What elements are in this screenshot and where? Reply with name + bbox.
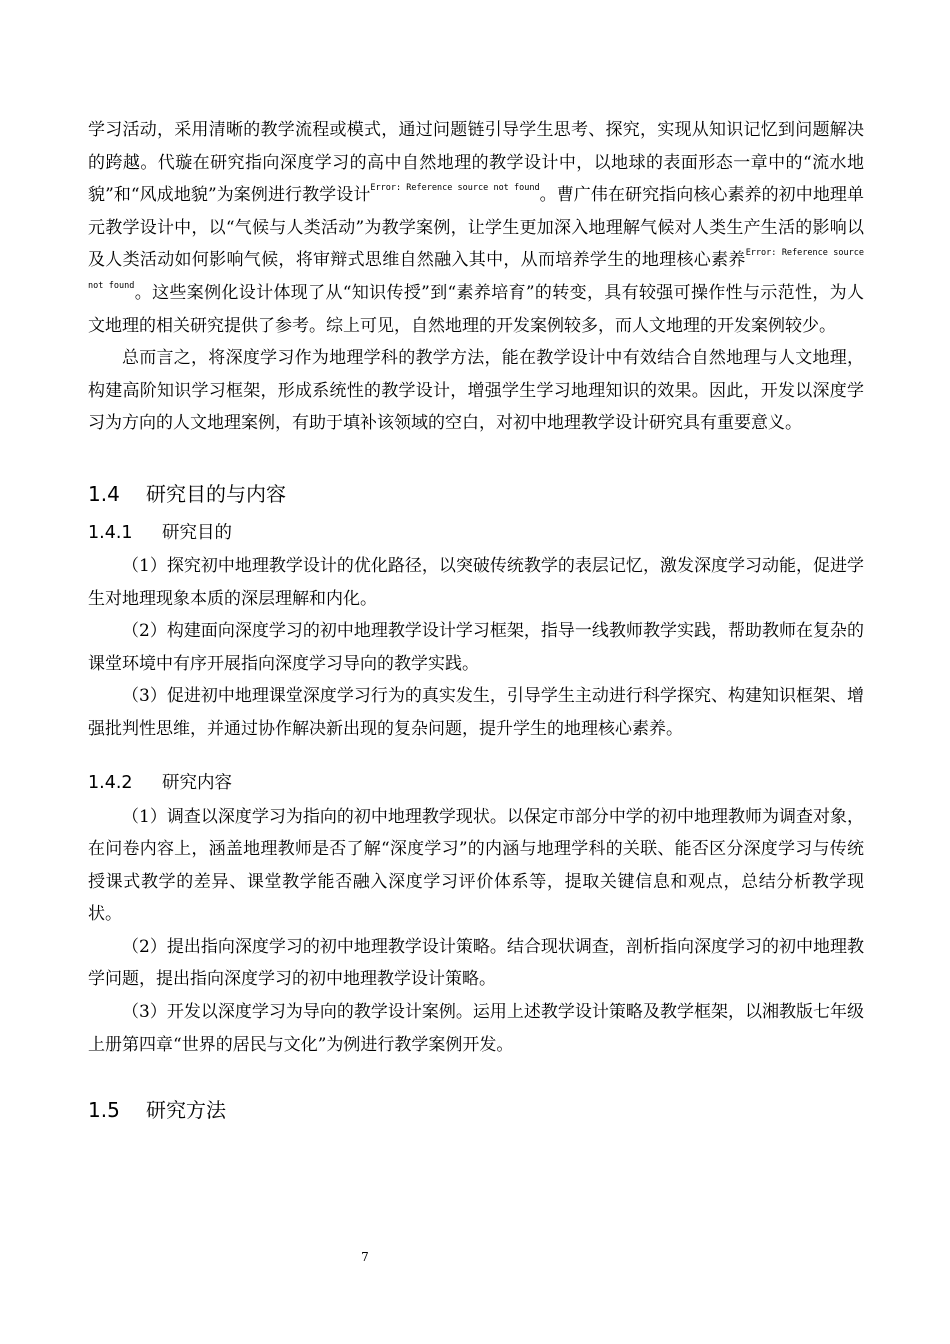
research-content-item-1: （1）调查以深度学习为指向的初中地理教学现状。以保定市部分中学的初中地理教师为调查对象，在问卷内容上，涵盖地理教师是否了解“深度学习”的内涵与地理学科的关联、能否区分深度学习与传统授课式教学的差异、课堂教学能否融入深度学习评价体系等，提取关键信息和观点，总结分析教学现状。 — [88, 806, 864, 925]
page-number: 7 — [361, 1250, 369, 1264]
subsection-title: 研究内容 — [162, 772, 232, 793]
subsection-heading-1-4-2 — [88, 770, 864, 796]
research-content-item-2: （2）提出指向深度学习的初中地理教学设计策略。结合现状调查，剖析指向深度学习的初中地理教学问题，提出指向深度学习的初中地理教学设计策略。 — [88, 936, 864, 990]
section-title: 研究目的与内容 — [146, 481, 286, 506]
intro-text-a: 学习活动，采用清晰的教学流程或模式，通过问题链引导学生思考、探究，实现从知识记忆到问题解决的跨越。代璇在研究指向深度学习的高中自然地理的教学设计中，以地球的表面形态一章中的“流水地貌”和“风成地貌”为案例进行教学设计 — [88, 120, 864, 206]
section-heading-1-4 — [88, 480, 864, 508]
section-number: 1.4 — [88, 481, 120, 506]
page-body — [88, 114, 864, 1124]
research-aim-item-2: （2）构建面向深度学习的初中地理教学设计学习框架，指导一线教师教学实践，帮助教师在复杂的课堂环境中有序开展指向深度学习导向的教学实践。 — [88, 621, 864, 674]
intro-paragraph-2: 总而言之，将深度学习作为地理学科的教学方法，能在教学设计中有效结合自然地理与人文地理，构建高阶知识学习框架，形成系统性的教学设计，增强学生学习地理知识的效果。因此，开发以深度学习为方向的人文地理案例，有助于填补该领域的空白，对初中地理教学设计研究具有重要意义。 — [88, 348, 864, 434]
intro-paragraph-1 — [88, 114, 864, 342]
subsection-number: 1.4.2 — [88, 772, 133, 793]
intro-text-c: 。这些案例化设计体现了从“知识传授”到“素养培育”的转变，具有较强可操作性与示范性，为人文地理的相关研究提供了参考。综上可见，自然地理的开发案例较多，而人文地理的开发案例较少。 — [88, 282, 865, 336]
section-number: 1.5 — [88, 1098, 120, 1123]
subsection-number: 1.4.1 — [88, 522, 133, 543]
intro-text-b: 。曹广伟在研究指向核心素养的初中地理单元教学设计中，以“气候与人类活动”为教学案例，让学生更加深入地理解气候对人类生产生活的影响以及人类活动如何影响气候，将审辩式思维自然融入其中，从而培养学生的地理核心素养 — [88, 185, 864, 271]
subsection-heading-1-4-1 — [88, 520, 864, 546]
reference-error-2: Error: Reference source not found — [88, 248, 865, 291]
research-aim-item-3: （3）促进初中地理课堂深度学习行为的真实发生，引导学生主动进行科学探究、构建知识框架、增强批判性思维，并通过协作解决新出现的复杂问题，提升学生的地理核心素养。 — [88, 686, 864, 739]
section-heading-1-5 — [88, 1096, 864, 1124]
subsection-title: 研究目的 — [162, 522, 232, 543]
research-aim-item-1: （1）探究初中地理教学设计的优化路径，以突破传统教学的表层记忆，激发深度学习动能，促进学生对地理现象本质的深层理解和内化。 — [88, 555, 864, 609]
research-content-item-3: （3）开发以深度学习为导向的教学设计案例。运用上述教学设计策略及教学框架，以湘教版七年级上册第四章“世界的居民与文化”为例进行教学案例开发。 — [88, 1002, 864, 1055]
section-title: 研究方法 — [146, 1098, 226, 1123]
reference-error-1: Error: Reference source not found — [370, 183, 540, 194]
